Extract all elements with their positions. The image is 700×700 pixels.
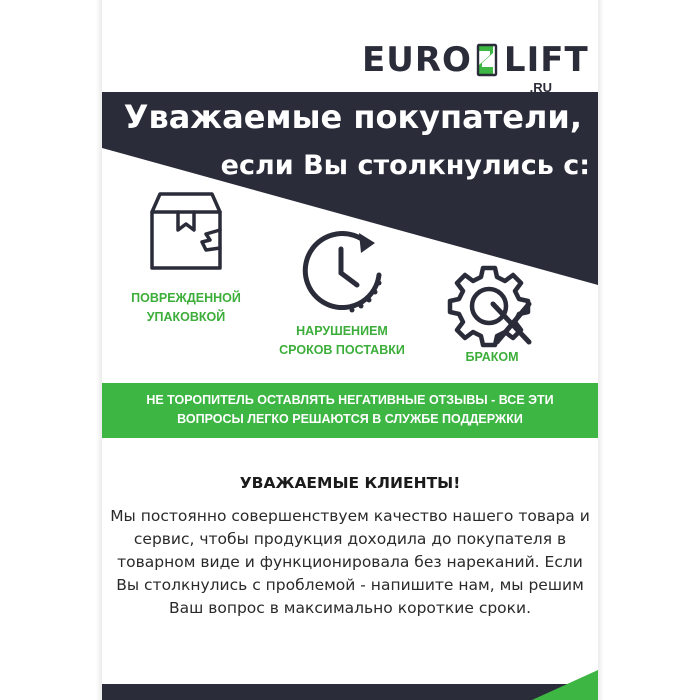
lift-logo-icon (473, 43, 501, 77)
issue-label-delivery-delay: НАРУШЕНИЕМ СРОКОВ ПОСТАВКИ (279, 324, 405, 357)
support-notice-card (102, 0, 598, 700)
notice-bar (102, 383, 598, 438)
logo-text-lift: LIFT (503, 40, 589, 80)
issue-label-defect: БРАКОМ (465, 350, 519, 364)
logo-domain-suffix: .RU (529, 80, 552, 95)
damaged-box-icon (146, 190, 226, 272)
headline-line-1: Уважаемые покупатели, (123, 98, 582, 136)
page-shadow-right (598, 0, 604, 700)
bottom-decor-strip (102, 670, 598, 700)
eurolift-logo (362, 40, 589, 95)
logo-text-euro: EURO (362, 40, 472, 80)
clients-message: Мы постоянно совершенствуем качество нашего товара и сервис, чтобы продукция доходила до покупателя в товарном виде и функционировала без нареканий. Если Вы столкнулись с проблемой - напишите нам, мы решим Ваш вопрос в максимально короткие сроки. (110, 507, 590, 617)
gear-cross-icon (447, 264, 537, 348)
issue-label-damaged-packaging: ПОВРЕЖДЕННОЙ УПАКОВКОЙ (131, 291, 241, 324)
clients-title: УВАЖАЕМЫЕ КЛИЕНТЫ! (239, 474, 461, 492)
headline-line-2: если Вы столкнулись с: (220, 150, 590, 181)
notice-text: НЕ ТОРОПИТЕЛЬ ОСТАВЛЯТЬ НЕГАТИВНЫЕ ОТЗЫВЫ - ВСЕ ЭТИ ВОПРОСЫ ЛЕГКО РЕШАЮТСЯ В СЛУЖБЕ ПОДДЕРЖКИ (146, 393, 554, 426)
clock-delay-icon (297, 225, 387, 315)
